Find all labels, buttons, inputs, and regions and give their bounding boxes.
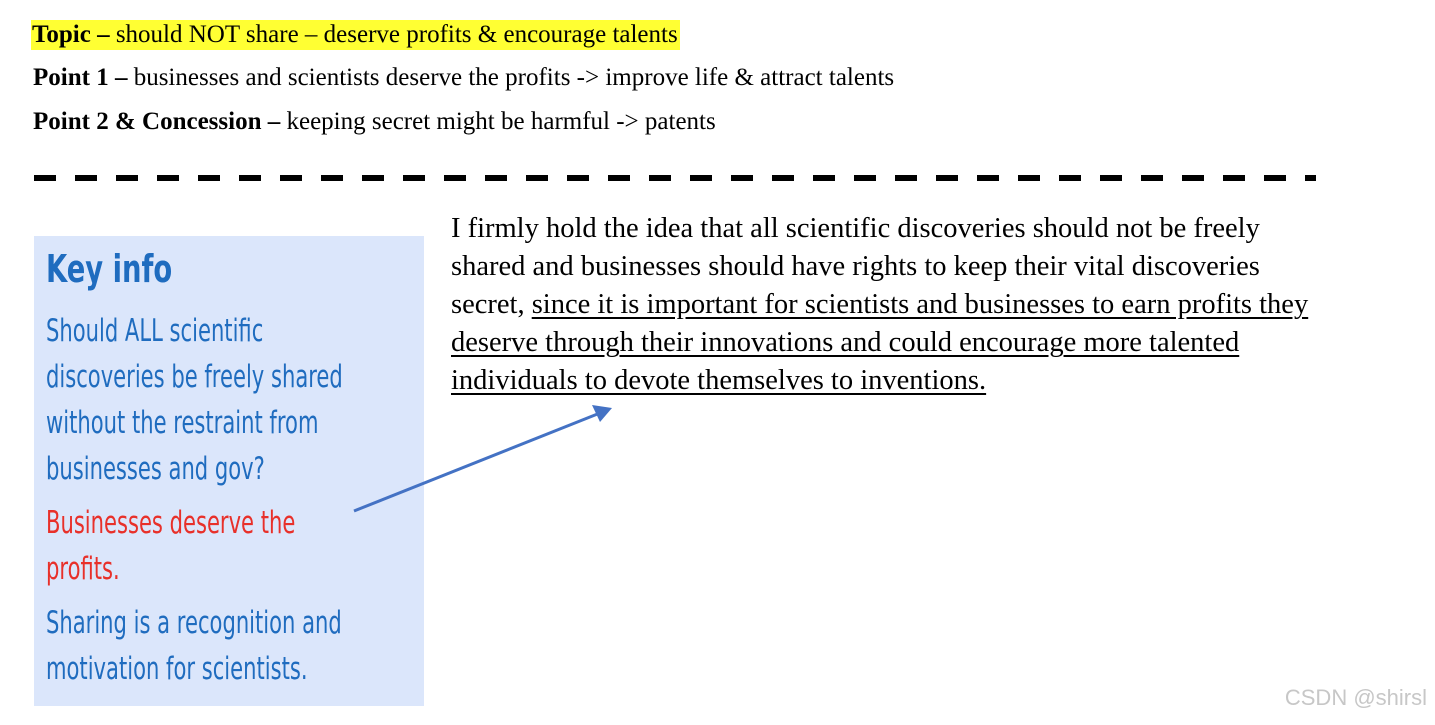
question-line: Should ALL scientific [46, 313, 264, 349]
sharing-line: Sharing is a recognition and [46, 605, 342, 641]
key-info-question [46, 308, 343, 492]
point2-line [33, 107, 716, 137]
key-info-title: Key info [46, 247, 173, 291]
underlined-reason: deserve through their innovations and could encourage more talented [451, 327, 1240, 358]
paragraph-line: I firmly hold the idea that all scientific discoveries should not be freely [451, 213, 1260, 244]
key-info-sharing [46, 600, 342, 692]
dashed-divider [34, 175, 1316, 181]
question-line: businesses and gov? [46, 451, 265, 487]
sharing-line: motivation for scientists. [46, 651, 308, 687]
watermark: CSDN @shirsl [1284, 685, 1427, 710]
point2-text: keeping secret might be harmful -> patents [280, 108, 716, 135]
topic-line [31, 20, 680, 50]
paragraph-line [451, 324, 1411, 362]
point2-label: Point 2 & Concession – [33, 108, 281, 135]
question-line: without the restraint from [46, 405, 319, 441]
question-line: discoveries be freely shared [46, 359, 343, 395]
point1-text: businesses and scientists deserve the profits -> improve life & attract talents [127, 64, 895, 91]
paragraph-line [451, 286, 1411, 324]
underlined-reason: individuals to devote themselves to inventions. [451, 365, 987, 396]
topic-text: should NOT share – deserve profits & encourage talents [109, 21, 678, 48]
paragraph-plain-text: secret, [451, 289, 532, 320]
thesis-paragraph [451, 210, 1411, 400]
topic-label: Topic – [32, 21, 110, 48]
underlined-reason: since it is important for scientists and businesses to earn profits they [531, 289, 1309, 320]
point1-line [33, 63, 894, 93]
key-info-answer [46, 500, 295, 592]
arrow-head [592, 405, 612, 422]
key-info-panel [34, 236, 424, 706]
paragraph-line: shared and businesses should have rights to keep their vital discoveries [451, 251, 1260, 282]
answer-line: profits. [46, 551, 120, 587]
point1-label: Point 1 – [33, 64, 128, 91]
answer-line: Businesses deserve the [46, 505, 296, 541]
paragraph-line [451, 362, 1411, 400]
